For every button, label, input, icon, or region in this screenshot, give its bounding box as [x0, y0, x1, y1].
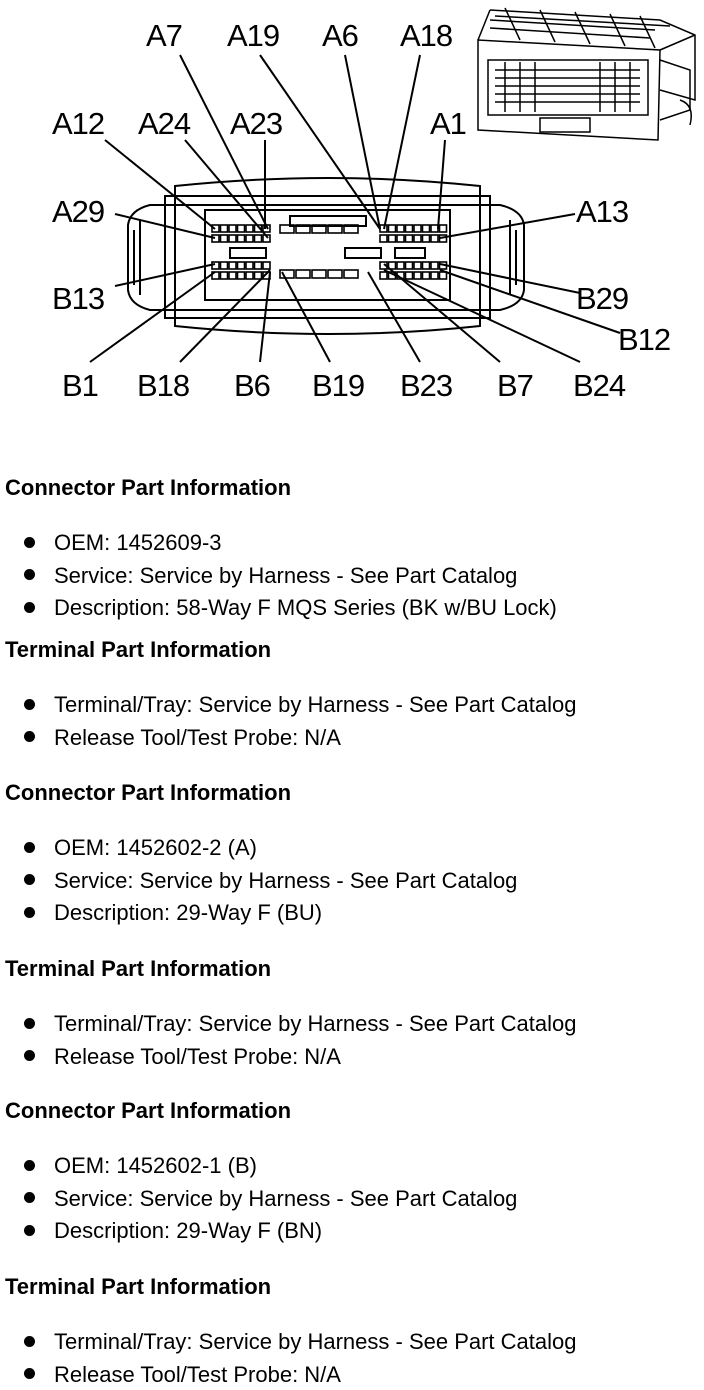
bullet-item	[24, 1329, 577, 1355]
pin-cavity	[312, 270, 326, 278]
pin-cavity	[440, 225, 447, 232]
pin-label-a6: A6	[322, 18, 358, 53]
bullet-text: OEM: 1452602-2 (A)	[54, 835, 257, 860]
bullet-text: Description: 58-Way F MQS Series (BK w/BU Lock)	[54, 595, 557, 620]
pin-cavity	[406, 235, 413, 242]
bullet-dot-icon	[24, 1018, 35, 1029]
bullet-text: Service: Service by Harness - See Part Catalog	[54, 562, 518, 588]
pin-cavity	[238, 262, 245, 269]
bullet-text: Description: 29-Way F (BU)	[54, 900, 323, 925]
pin-cavity	[221, 262, 228, 269]
pin-cavity	[397, 235, 404, 242]
bullet-text: Service: Service by Harness - See Part Catalog	[54, 867, 518, 893]
pin-cavity	[238, 272, 245, 279]
pin-cavity	[431, 272, 438, 279]
pin-label-b13: B13	[52, 281, 105, 316]
connector-diagram	[0, 0, 704, 420]
bullet-item	[24, 563, 517, 589]
bullet-item	[24, 1044, 341, 1070]
pin-cavity	[221, 235, 228, 242]
section-title: Connector Part Information	[5, 1098, 292, 1123]
pin-cavity	[238, 225, 245, 232]
pin-cavity	[255, 262, 262, 269]
pin-grid	[212, 225, 447, 279]
pin-label-b7: B7	[497, 368, 533, 403]
bullet-text: Release Tool/Test Probe: N/A	[54, 1361, 341, 1387]
pin-label-b24: B24	[573, 368, 626, 403]
pin-label-b6: B6	[234, 368, 270, 403]
pin-cavity	[423, 262, 430, 269]
bullet-dot-icon	[24, 1192, 35, 1203]
pin-cavity	[246, 272, 253, 279]
bullet-item	[24, 868, 517, 894]
pin-label-a1: A1	[430, 106, 466, 141]
pin-cavity	[263, 262, 270, 269]
pin-cavity	[414, 272, 421, 279]
pin-cavity	[296, 270, 310, 278]
bullet-dot-icon	[24, 842, 35, 853]
pin-label-b1: B1	[62, 368, 98, 403]
pin-cavity	[431, 262, 438, 269]
bullet-item	[24, 692, 577, 718]
pin-cavity	[246, 225, 253, 232]
section-title: Terminal Part Information	[5, 956, 272, 981]
pin-cavity	[389, 225, 396, 232]
pin-cavity	[255, 272, 262, 279]
pin-cavity	[246, 235, 253, 242]
bullet-dot-icon	[24, 731, 35, 742]
pin-label-a19: A19	[227, 18, 280, 53]
section-title: Connector Part Information	[5, 780, 292, 805]
pin-label-a23: A23	[230, 106, 283, 141]
pin-cavity	[328, 270, 342, 278]
pin-label-a13: A13	[576, 194, 629, 229]
pin-label-a12: A12	[52, 106, 105, 141]
bullet-text: Release Tool/Test Probe: N/A	[54, 1043, 341, 1069]
bullet-text: Terminal/Tray: Service by Harness - See Part Catalog	[54, 1329, 577, 1354]
pin-cavity	[431, 225, 438, 232]
bullet-text: OEM: 1452609-3	[54, 530, 222, 555]
pin-cavity	[414, 225, 421, 232]
pin-cavity	[414, 262, 421, 269]
bullet-dot-icon	[24, 1160, 35, 1171]
bullet-text: Description: 29-Way F (BN)	[54, 1218, 323, 1243]
connector-body	[128, 178, 524, 334]
bullet-item	[24, 1011, 577, 1037]
pin-cavity	[229, 262, 236, 269]
bullet-dot-icon	[24, 1225, 35, 1236]
pin-cavity	[221, 272, 228, 279]
bullet-item	[24, 900, 322, 926]
bullet-text: Release Tool/Test Probe: N/A	[54, 724, 341, 750]
pin-cavity	[212, 262, 219, 269]
pin-label-b29: B29	[576, 281, 629, 316]
bullet-item	[24, 1186, 517, 1212]
pin-cavity	[344, 270, 358, 278]
bullet-item	[24, 835, 257, 861]
pin-cavity	[423, 272, 430, 279]
section-title: Terminal Part Information	[5, 637, 272, 662]
pin-cavity	[380, 235, 387, 242]
bullet-item	[24, 530, 222, 556]
pin-cavity	[380, 272, 387, 279]
pin-label-b12: B12	[618, 322, 671, 357]
bullet-dot-icon	[24, 537, 35, 548]
section-title: Connector Part Information	[5, 475, 292, 500]
pin-label-b18: B18	[137, 368, 190, 403]
bullet-text: Service: Service by Harness - See Part Catalog	[54, 1185, 518, 1211]
bullet-item	[24, 1362, 341, 1388]
bullet-text: Terminal/Tray: Service by Harness - See Part Catalog	[54, 1011, 577, 1036]
pin-cavity	[389, 235, 396, 242]
pin-label-a7: A7	[146, 18, 182, 53]
bullet-item	[24, 595, 557, 621]
bullet-dot-icon	[24, 1050, 35, 1061]
pin-cavity	[238, 235, 245, 242]
pin-cavity	[229, 235, 236, 242]
pin-label-b19: B19	[312, 368, 365, 403]
pin-cavity	[423, 235, 430, 242]
bullet-text: Terminal/Tray: Service by Harness - See Part Catalog	[54, 692, 577, 717]
pin-cavity	[406, 262, 413, 269]
pin-cavity	[406, 225, 413, 232]
pin-label-a24: A24	[138, 106, 191, 141]
pin-cavity	[423, 225, 430, 232]
bullet-dot-icon	[24, 907, 35, 918]
pin-cavity	[229, 225, 236, 232]
pin-label-a18: A18	[400, 18, 453, 53]
pin-cavity	[221, 225, 228, 232]
pin-cavity	[229, 272, 236, 279]
pin-cavity	[440, 272, 447, 279]
section-title: Terminal Part Information	[5, 1274, 272, 1299]
pin-cavity	[397, 262, 404, 269]
pin-cavity	[406, 272, 413, 279]
bullet-dot-icon	[24, 602, 35, 613]
bullet-dot-icon	[24, 874, 35, 885]
pin-label-b23: B23	[400, 368, 453, 403]
bullet-item	[24, 1153, 257, 1179]
pin-cavity	[255, 235, 262, 242]
pin-cavity	[431, 235, 438, 242]
pin-cavity	[397, 225, 404, 232]
bullet-dot-icon	[24, 569, 35, 580]
bullet-item	[24, 1218, 322, 1244]
connector-thumbnail	[478, 8, 695, 140]
pin-cavity	[246, 262, 253, 269]
pin-label-a29: A29	[52, 194, 105, 229]
bullet-text: OEM: 1452602-1 (B)	[54, 1153, 257, 1178]
pin-cavity	[414, 235, 421, 242]
bullet-dot-icon	[24, 1368, 35, 1379]
bullet-dot-icon	[24, 1336, 35, 1347]
leader-lines	[90, 55, 620, 362]
bullet-item	[24, 725, 341, 751]
bullet-dot-icon	[24, 699, 35, 710]
